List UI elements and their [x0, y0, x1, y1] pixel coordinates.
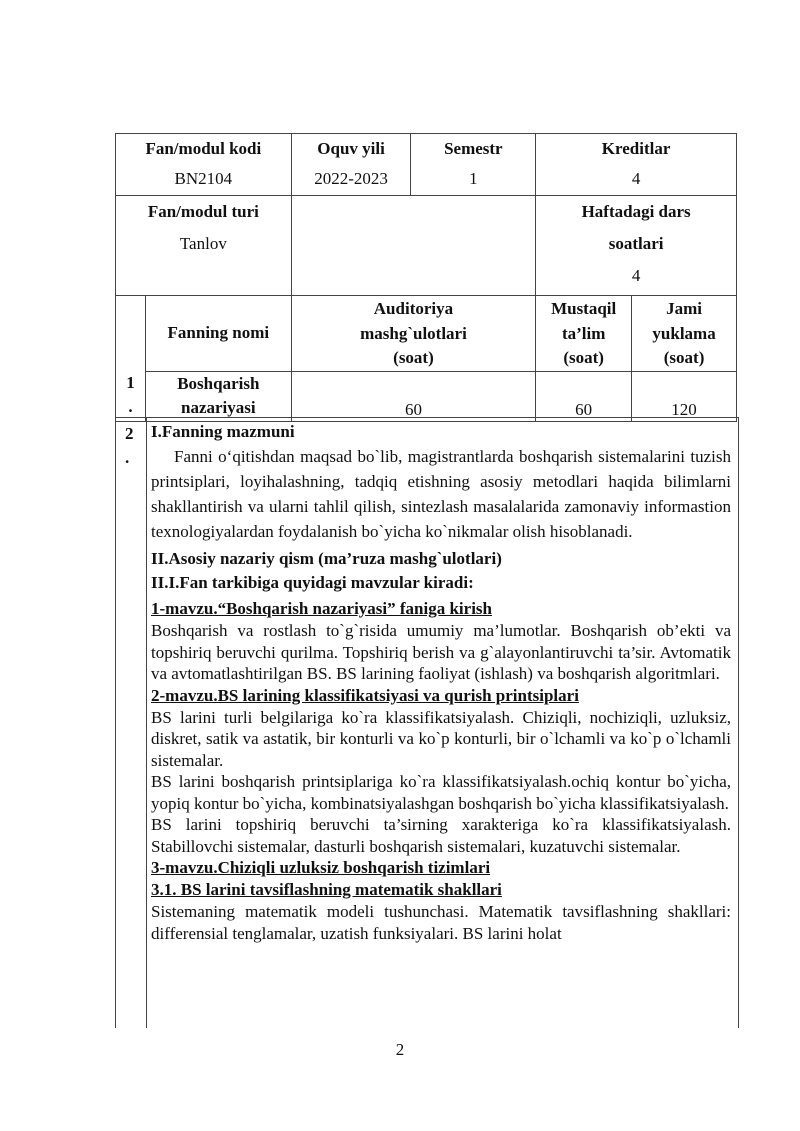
- topic31-text: Sistemaning matematik modeli tushunchasi. Matematik tavsiflashning shakllari: differensial tenglamalar, uzatish funksiyalari. BS larini holat: [151, 902, 731, 943]
- row-number-1-digit: 1: [126, 372, 135, 392]
- year-cell: [291, 134, 411, 196]
- total-value-cell: [632, 371, 737, 421]
- weekly-hours-cell: [536, 196, 737, 296]
- semester-label: Semestr: [444, 139, 503, 158]
- total-label-3: (soat): [663, 348, 705, 367]
- semester-value: 1: [469, 169, 478, 188]
- row-number-2-dot: .: [125, 448, 130, 467]
- independent-value-cell: [536, 371, 632, 421]
- weekly-value: 4: [631, 266, 641, 285]
- name-value-cell: [145, 371, 291, 421]
- topic2-text-3: BS larini topshiriq beruvchi ta’sirning xarakteriga ko`ra klassifikatsiyalash. Stabillovchi sistemalar, dasturli boshqarish sistemalari, kuzatuvchi sistemalar.: [151, 815, 731, 856]
- section1-text: Fanni o‘qitishdan maqsad bo`lib, magistrantlarda boshqarish sistemalarini tuzish printsiplari, loyihalashning, tadqiq etishning asosiy metodlari haqida bilimlarni shakllantirish va ularni tahlil qilish, sintezlash masalalarida zamonaviy informastion texnologiyalardan foydalanish bo`yicha ko`nikmalar olish hisoblanadi.: [151, 447, 731, 541]
- empty-cell: [291, 196, 536, 296]
- name-header-cell: [145, 296, 291, 372]
- auditorium-label-2: mashg`ulotlari: [360, 323, 467, 343]
- topic2-text-1: BS larini turli belgilariga ko`ra klassifikatsiyalash. Chiziqli, nochiziqli, uzluksiz, diskret, satik va astatik, bir konturli va ko`p konturli, bir o`lchamli va ko`p o`lchamli sistemalar.: [151, 707, 731, 770]
- auditorium-header-cell: [291, 296, 536, 372]
- row-number-2-column: [116, 418, 147, 1028]
- independent-value: 60: [575, 399, 593, 419]
- row-number-2: [125, 422, 134, 470]
- year-label: Oquv yili: [317, 139, 385, 158]
- row-number-2-digit: 2: [125, 424, 134, 443]
- topic1-text: Boshqarish va rostlash to`g`risida umumiy ma’lumotlar. Boshqarish ob’ekti va topshiriq beruvchi qurilma. Topshiriq berish va g`alayonlantiruvchi ta’sir. Avtomatik va avtomatlashtirilgan BS. BS larining faoliyat (ishlash) va boshqarish algoritmlari.: [151, 621, 731, 683]
- credits-label: Kreditlar: [601, 139, 671, 158]
- page-number: 2: [395, 1040, 405, 1059]
- code-value: BN2104: [174, 169, 233, 188]
- type-cell: [116, 196, 292, 296]
- weekly-label-2: soatlari: [608, 234, 664, 253]
- auditorium-label-1: Auditoriya: [373, 299, 454, 318]
- credits-cell: [536, 134, 737, 196]
- weekly-label-1: Haftadagi dars: [581, 202, 691, 221]
- type-value: Tanlov: [179, 234, 227, 253]
- topic31-title: 3.1. BS larini tavsiflashning matematik shakllari: [151, 880, 502, 899]
- section1-title: I.Fanning mazmuni: [151, 422, 295, 441]
- topic2-title: 2-mavzu.BS larining klassifikatsiyasi va qurish printsiplari: [151, 685, 579, 705]
- total-header-cell: [632, 296, 737, 372]
- total-value: 120: [671, 399, 697, 419]
- independent-label-2: ta’lim: [561, 323, 606, 343]
- course-info-table: [115, 133, 737, 422]
- code-label: Fan/modul kodi: [145, 139, 262, 158]
- auditorium-value: 60: [404, 399, 422, 419]
- semester-cell: [411, 134, 536, 196]
- auditorium-value-cell: [291, 371, 536, 421]
- row-number-1: [116, 296, 146, 422]
- total-label-2: yuklama: [652, 323, 716, 343]
- type-label: Fan/modul turi: [147, 202, 259, 221]
- topic3-title: 3-mavzu.Chiziqli uzluksiz boshqarish tizimlari: [151, 858, 491, 877]
- name-label: Fanning nomi: [167, 323, 270, 343]
- independent-label-3: (soat): [563, 348, 604, 367]
- row-number-1-dot: .: [128, 396, 133, 416]
- independent-label-1: Mustaqil: [551, 299, 617, 318]
- section2-title: II.Asosiy nazariy qism (ma’ruza mashg`ulotlari): [151, 549, 502, 568]
- independent-header-cell: [536, 296, 632, 372]
- code-cell: [116, 134, 292, 196]
- topic2-text-2: BS larini boshqarish printsiplariga ko`ra klassifikatsiyalash.ochiq kontur bo`yicha, yopiq kontur bo`yicha, kombinatsiyalashgan boshqarish bo`yicha klassifikatsiyalash.: [151, 772, 731, 813]
- total-label-1: Jami: [666, 299, 702, 318]
- topic1-title: 1-mavzu.“Boshqarish nazariyasi” faniga kirish: [151, 599, 492, 618]
- credits-value: 4: [631, 169, 641, 188]
- name-value-1: Boshqarish: [177, 373, 260, 393]
- content-text: [151, 420, 731, 944]
- course-content-section: [115, 417, 739, 1028]
- name-value-2: nazariyasi: [181, 398, 256, 417]
- section2-subtitle: II.I.Fan tarkibiga quyidagi mavzular kiradi:: [151, 573, 474, 592]
- auditorium-label-3: (soat): [393, 348, 434, 367]
- year-value: 2022-2023: [314, 169, 388, 188]
